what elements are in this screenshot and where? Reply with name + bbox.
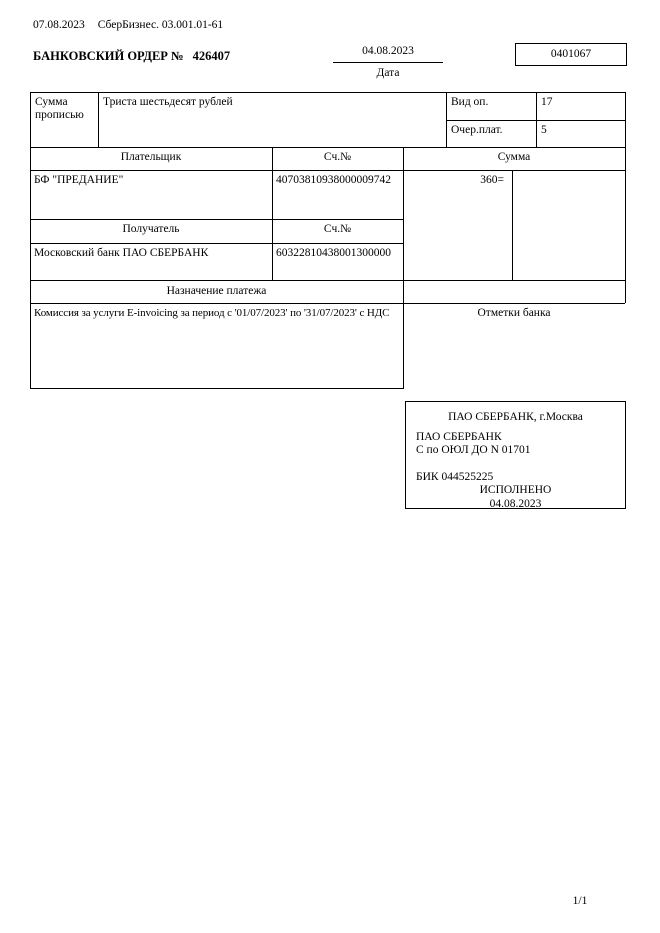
payer-account-label: Сч.№ — [323, 151, 352, 163]
order-date: 04.08.2023 — [333, 44, 443, 63]
payee-label: Получатель — [122, 223, 180, 235]
grid-line — [30, 219, 403, 220]
grid-line — [30, 243, 403, 244]
grid-line — [30, 303, 625, 304]
payer-label: Плательщик — [120, 151, 182, 163]
grid-line — [625, 92, 626, 303]
op-kind-value: 17 — [541, 96, 553, 108]
stamp-bank-title: ПАО СБЕРБАНК, г.Москва — [448, 411, 583, 423]
grid-line — [30, 388, 404, 389]
payer-name: БФ "ПРЕДАНИЕ" — [34, 174, 124, 186]
amount-words-value: Триста шестьдесят рублей — [103, 96, 233, 108]
op-kind-label: Вид оп. — [451, 96, 489, 108]
system-version: СберБизнес. 03.001.01-61 — [97, 19, 224, 31]
form-code-box — [515, 43, 627, 66]
priority-value: 5 — [541, 124, 547, 136]
payee-account-label: Сч.№ — [323, 223, 352, 235]
grid-line — [30, 147, 625, 148]
payer-account-number: 40703810938000009742 — [276, 174, 391, 186]
stamp-status-date: 04.08.2023 — [489, 497, 542, 510]
payee-account-number: 60322810438001300000 — [276, 247, 391, 259]
title-text: БАНКОВСКИЙ ОРДЕР № — [33, 49, 184, 63]
stamp-status: ИСПОЛНЕНО — [479, 484, 552, 496]
bank-marks-label: Отметки банка — [477, 307, 551, 319]
stamp-bank-name: ПАО СБЕРБАНК — [416, 430, 502, 443]
stamp-department: С по ОЮЛ ДО N 01701 — [416, 444, 531, 456]
priority-label: Очер.плат. — [451, 124, 503, 136]
grid-line — [98, 92, 99, 147]
grid-line — [30, 92, 31, 388]
amount-words-label: Сумма прописью — [35, 96, 84, 121]
grid-line — [446, 92, 447, 147]
amount-column-label: Сумма — [497, 151, 531, 163]
grid-line — [512, 170, 513, 280]
amount-value: 360= — [480, 174, 504, 186]
bank-stamp — [405, 401, 626, 509]
grid-line — [30, 170, 625, 171]
form-code: 0401067 — [550, 48, 592, 60]
payee-name: Московский банк ПАО СБЕРБАНК — [34, 247, 209, 259]
grid-line — [272, 147, 273, 280]
date-label: Дата — [376, 67, 400, 79]
stamp-bik: БИК 044525225 — [416, 470, 494, 483]
purpose-text: Комиссия за услуги E-invoicing за период с '01/07/2023' по '31/07/2023' с НДС — [34, 307, 390, 319]
page-number: 1/1 — [572, 895, 588, 907]
print-date: 07.08.2023 — [33, 19, 85, 31]
grid-line — [30, 280, 625, 281]
grid-line — [536, 92, 537, 147]
purpose-label: Назначение платежа — [166, 285, 267, 297]
document-title — [33, 49, 230, 63]
order-number: 426407 — [192, 49, 231, 63]
print-info-line — [33, 18, 223, 32]
